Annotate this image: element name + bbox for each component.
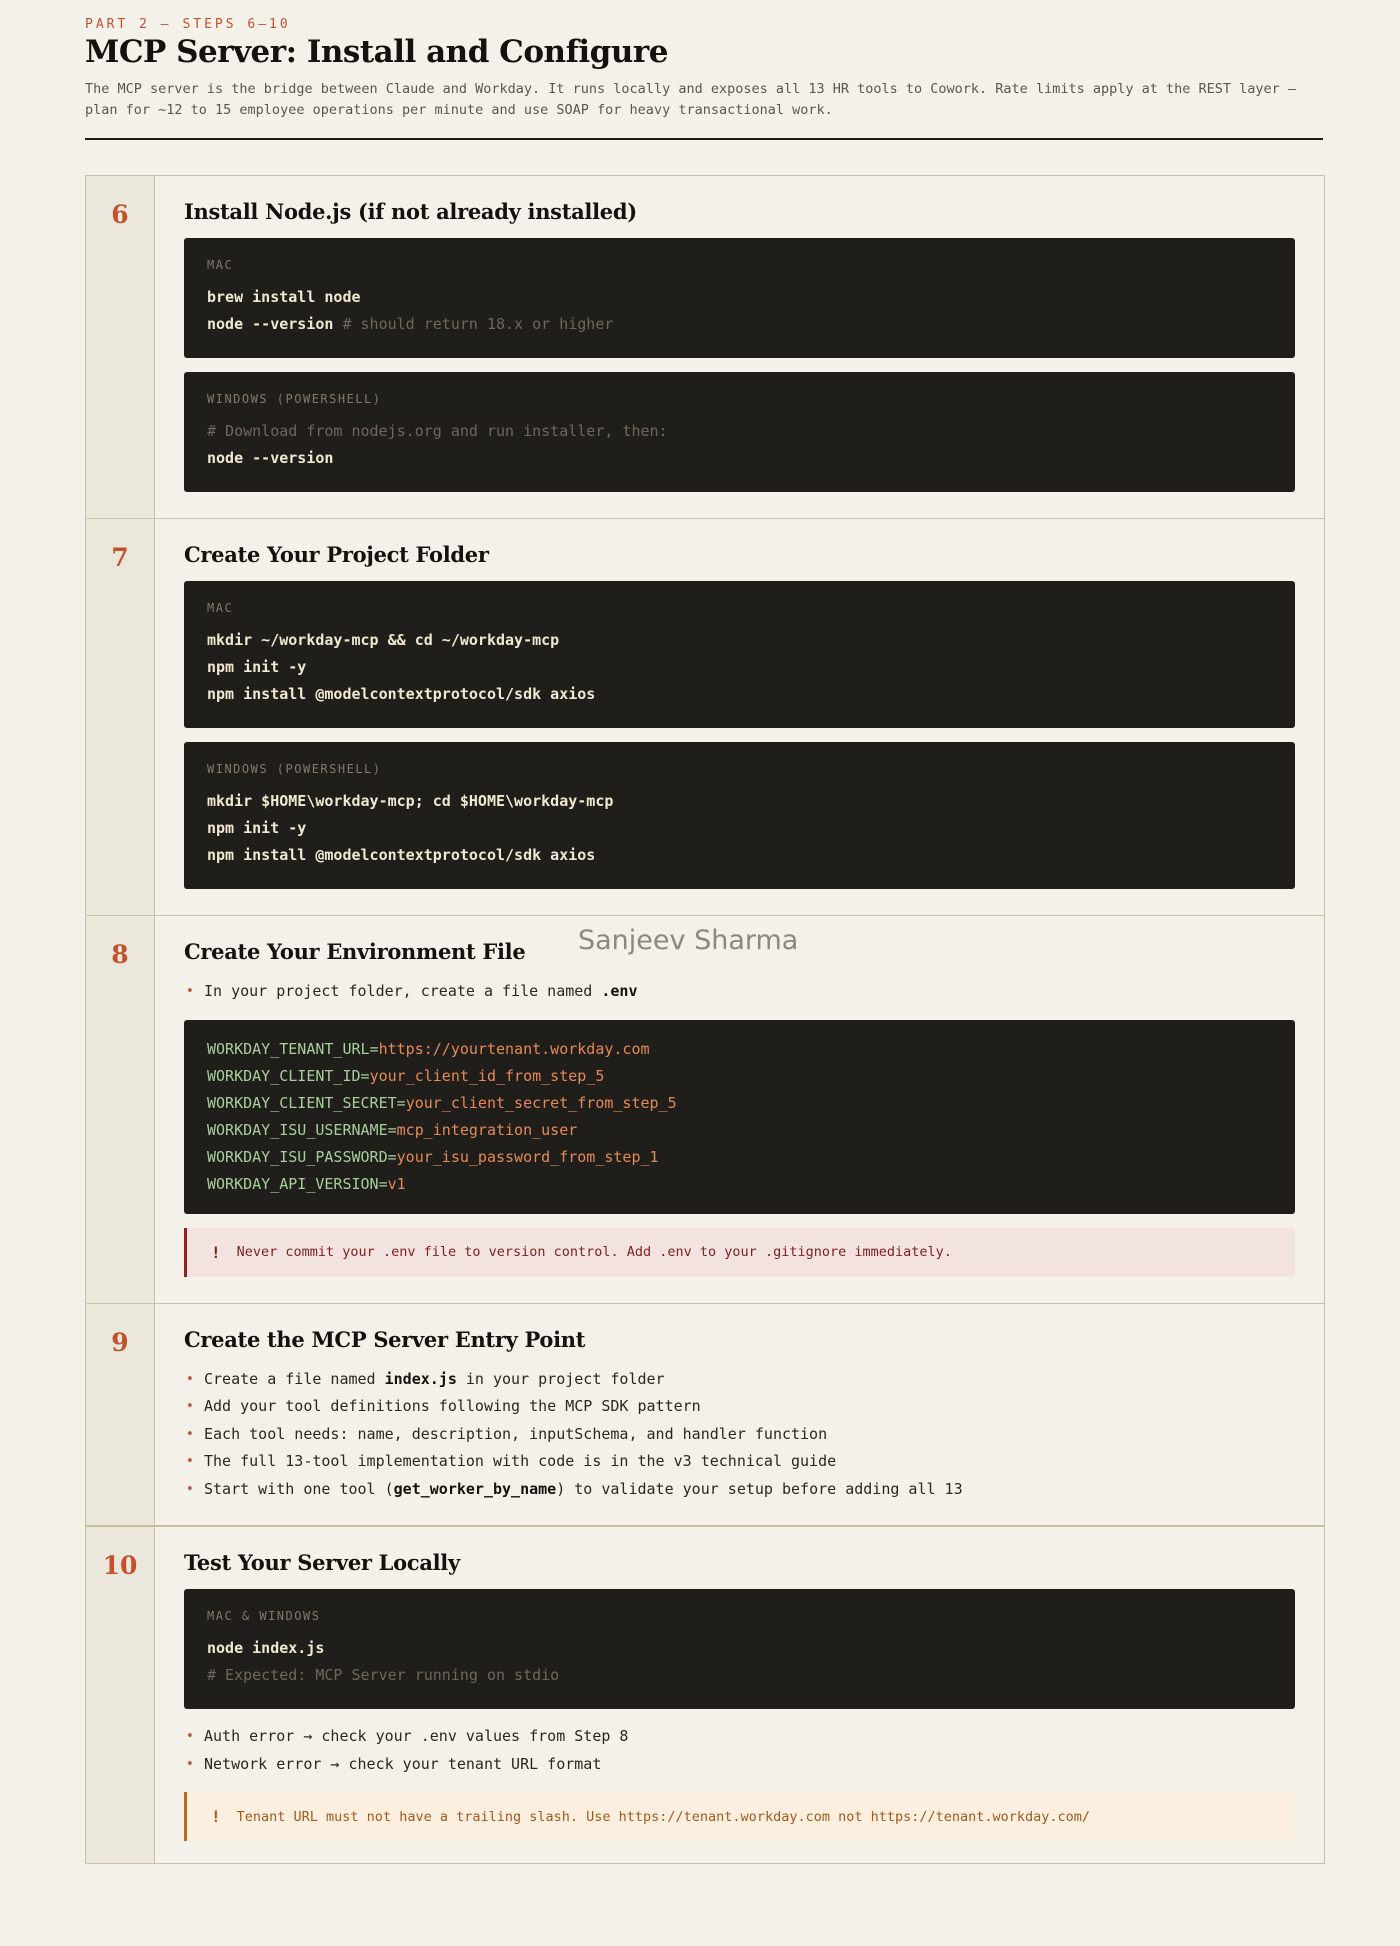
code-line <box>207 418 1272 445</box>
step-title: Create Your Project Folder <box>184 542 489 567</box>
bullet-text: In your project folder, create a file named <box>204 982 602 1000</box>
env-value: your_isu_password_from_step_1 <box>396 1147 659 1166</box>
watermark: Sanjeev Sharma <box>578 925 799 956</box>
warning-icon: ! <box>211 1242 221 1262</box>
code-block-mac <box>184 238 1295 358</box>
steps-list <box>85 175 1325 1864</box>
env-line: WORKDAY_CLIENT_SECRET=your_client_secret_from_step_5 <box>207 1093 677 1112</box>
list-item <box>184 978 1295 1006</box>
code-block-mac-windows <box>184 1589 1295 1709</box>
code-comment: # Expected: MCP Server running on stdio <box>207 1666 560 1684</box>
bullet-list <box>184 1366 1295 1504</box>
env-line: WORKDAY_TENANT_URL=https://yourtenant.workday.com <box>207 1039 650 1058</box>
env-line: WORKDAY_API_VERSION=v1 <box>207 1174 406 1193</box>
bullet-list <box>184 1723 1295 1778</box>
code-line: mkdir $HOME\workday-mcp; cd $HOME\workday-mcp <box>207 792 614 810</box>
step-number: 9 <box>86 1304 155 1526</box>
step-title: Create Your Environment File <box>184 939 526 964</box>
code-block-label: WINDOWS (POWERSHELL) <box>207 762 382 776</box>
code-block-label: MAC <box>207 601 234 615</box>
code-line <box>207 445 1272 472</box>
inline-code: index.js <box>384 1369 457 1388</box>
section-eyebrow: PART 2 — STEPS 6–10 <box>85 17 291 32</box>
env-value: your_client_secret_from_step_5 <box>405 1093 677 1112</box>
step-7 <box>86 518 1324 915</box>
code-text: brew install node <box>207 288 361 306</box>
code-block-label: MAC & WINDOWS <box>207 1609 321 1623</box>
code-comment: # Download from nodejs.org and run installer, then: <box>207 422 668 440</box>
list-item: • Each tool needs: name, description, inputSchema, and handler function <box>184 1421 1295 1449</box>
code-block-windows <box>184 742 1295 889</box>
env-code-block <box>184 1020 1295 1214</box>
env-line: WORKDAY_ISU_PASSWORD=your_isu_password_from_step_1 <box>207 1147 659 1166</box>
step-title: Install Node.js (if not already installed) <box>184 199 637 224</box>
code-line <box>207 1635 1272 1662</box>
env-value: your_client_id_from_step_5 <box>369 1066 605 1085</box>
page-title: MCP Server: Install and Configure <box>85 34 668 70</box>
env-value: v1 <box>387 1174 406 1193</box>
alert-text: Tenant URL must not have a trailing slash. Use https://tenant.workday.com not https://tenant.workday.com/ <box>236 1808 1091 1825</box>
env-key: WORKDAY_CLIENT_SECRET <box>207 1093 397 1112</box>
list-item: • Add your tool definitions following the MCP SDK pattern <box>184 1393 1295 1421</box>
code-line: npm init -y <box>207 658 307 676</box>
env-key: WORKDAY_CLIENT_ID <box>207 1066 361 1085</box>
step-8 <box>86 915 1324 1303</box>
step-number: 6 <box>86 176 155 518</box>
code-line <box>207 311 1272 338</box>
alert-text: Never commit your .env file to version control. Add .env to your .gitignore immediately. <box>236 1244 952 1260</box>
env-value: mcp_integration_user <box>396 1120 578 1139</box>
code-text: node --version <box>207 449 334 467</box>
inline-code: .env <box>601 982 638 1000</box>
list-item: • Start with one tool (get_worker_by_name) to validate your setup before adding all 13 <box>184 1476 1295 1504</box>
step-number: 7 <box>86 519 155 915</box>
bullet-list <box>184 978 1295 1006</box>
step-number: 10 <box>86 1527 155 1863</box>
step-10 <box>86 1525 1324 1863</box>
step-9 <box>86 1303 1324 1526</box>
header-divider <box>85 138 1323 140</box>
env-key: WORKDAY_ISU_PASSWORD <box>207 1147 388 1166</box>
step-title: Test Your Server Locally <box>184 1550 460 1575</box>
code-block-mac <box>184 581 1295 728</box>
list-item: • The full 13-tool implementation with code is in the v3 technical guide <box>184 1448 1295 1476</box>
list-item: • Auth error → check your .env values from Step 8 <box>184 1723 1295 1751</box>
env-value: https://yourtenant.workday.com <box>378 1039 650 1058</box>
list-item: • Create a file named index.js in your project folder <box>184 1366 1295 1394</box>
code-line: npm init -y <box>207 819 307 837</box>
code-block-windows <box>184 372 1295 492</box>
step-6 <box>86 176 1324 518</box>
code-line: mkdir ~/workday-mcp && cd ~/workday-mcp <box>207 631 560 649</box>
step-number: 8 <box>86 916 155 1303</box>
env-key: WORKDAY_TENANT_URL <box>207 1039 370 1058</box>
warning-icon: ! <box>211 1807 221 1826</box>
code-text: node index.js <box>207 1639 325 1657</box>
env-line: WORKDAY_ISU_USERNAME=mcp_integration_user <box>207 1120 578 1139</box>
list-item: • Network error → check your tenant URL format <box>184 1751 1295 1779</box>
warning-alert <box>184 1228 1295 1277</box>
inline-code: get_worker_by_name <box>393 1479 557 1498</box>
code-comment: # should return 18.x or higher <box>342 315 614 333</box>
tip-alert <box>184 1792 1295 1841</box>
code-line <box>207 1662 1272 1689</box>
code-block-label: MAC <box>207 258 234 272</box>
code-line: npm install @modelcontextprotocol/sdk axios <box>207 685 596 703</box>
code-text: node --version <box>207 315 334 333</box>
env-line: WORKDAY_CLIENT_ID=your_client_id_from_step_5 <box>207 1066 605 1085</box>
env-key: WORKDAY_API_VERSION <box>207 1174 379 1193</box>
env-key: WORKDAY_ISU_USERNAME <box>207 1120 388 1139</box>
code-line: npm install @modelcontextprotocol/sdk axios <box>207 846 596 864</box>
intro-text: The MCP server is the bridge between Claude and Workday. It runs locally and exposes all 13 HR tools to Cowork. Rate limits apply at the REST layer — plan for ~12 to 15 employee operations per minute and use SOAP for heavy transactional work. <box>85 81 1297 118</box>
step-title: Create the MCP Server Entry Point <box>184 1326 586 1352</box>
code-line <box>207 284 1272 311</box>
code-block-label: WINDOWS (POWERSHELL) <box>207 392 382 406</box>
